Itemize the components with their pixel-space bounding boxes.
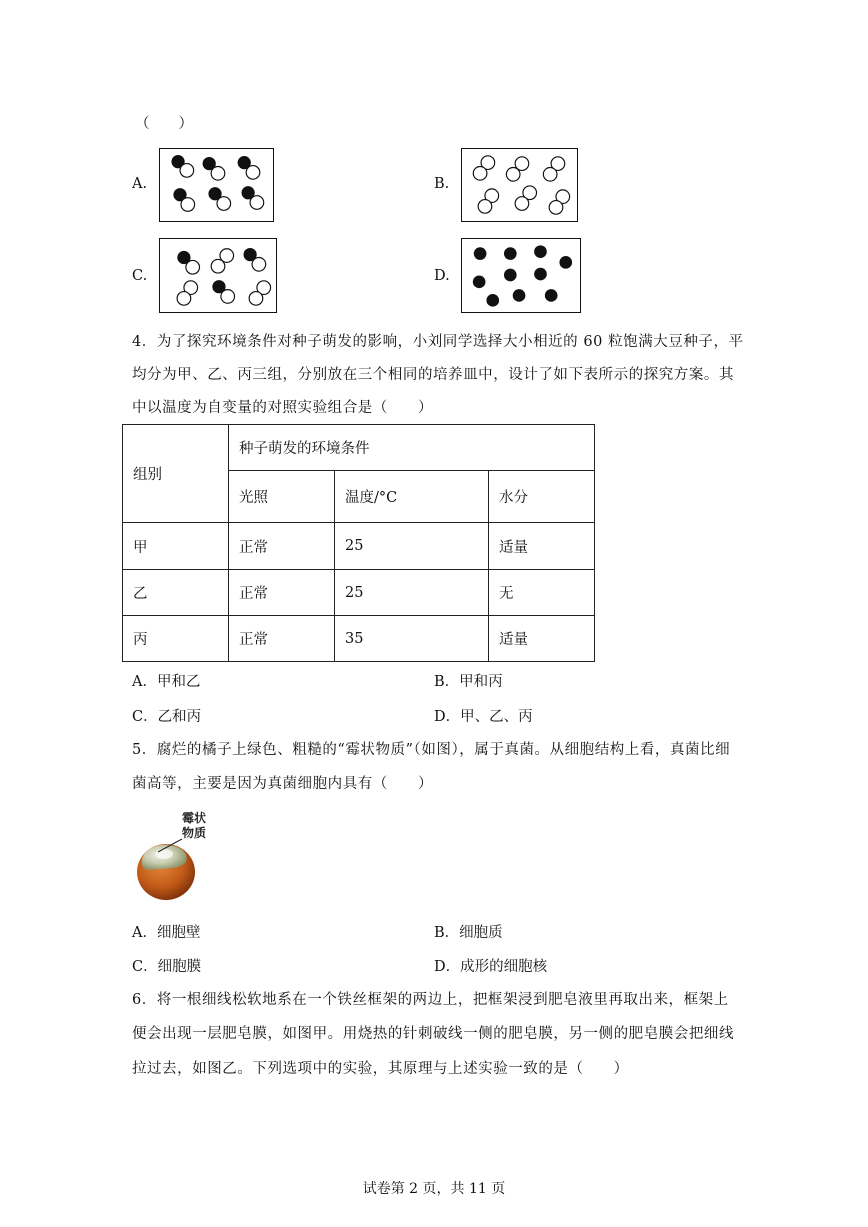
table-cell-light: 正常	[229, 523, 335, 570]
q4-stem-line-3: 中以温度为自变量的对照实验组合是（ ）	[132, 400, 433, 416]
q5-stem-line-1: 5．腐烂的橘子上绿色、粗糙的“霉状物质”（如图），属于真菌。从细胞结构上看，真菌比细	[132, 742, 731, 758]
table-cell-water: 适量	[489, 616, 595, 662]
table-cell-light: 正常	[229, 570, 335, 616]
q5-stem-line-2: 菌高等，主要是因为真菌细胞内具有（ ）	[132, 776, 433, 792]
q3-option-c-figure	[159, 238, 277, 313]
table-cell-temperature: 25	[335, 570, 489, 616]
page-footer: 试卷第 2 页，共 11 页	[362, 1181, 506, 1197]
q5-option-b: B．细胞质	[434, 925, 503, 941]
q3-option-a-label: A.	[132, 176, 148, 192]
q5-option-d: D．成形的细胞核	[434, 959, 548, 975]
table-cell-light: 正常	[229, 616, 335, 662]
table-header-light: 光照	[229, 471, 335, 523]
q3-answer-bracket: （ ）	[135, 116, 193, 132]
table-row	[123, 523, 595, 570]
q5-option-a: A．细胞壁	[132, 925, 201, 941]
q5-option-c: C．细胞膜	[132, 959, 202, 975]
table-header-water: 水分	[489, 471, 595, 523]
figure-label-mold-2: 物质	[182, 826, 207, 840]
q4-experiment-table	[122, 424, 595, 662]
table-row	[123, 616, 595, 662]
table-cell-temperature: 35	[335, 616, 489, 662]
table-cell-water: 无	[489, 570, 595, 616]
table-header-group: 组别	[123, 425, 229, 523]
table-cell-group: 丙	[123, 616, 229, 662]
table-cell-group: 乙	[123, 570, 229, 616]
moldy-orange-figure	[130, 808, 225, 903]
q4-stem-line-2: 均分为甲、乙、丙三组，分别放在三个相同的培养皿中，设计了如下表所示的探究方案。其	[132, 367, 734, 383]
q6-stem-line-1: 6．将一根细线松软地系在一个铁丝框架的两边上，把框架浸到肥皂液里再取出来，框架上	[132, 992, 729, 1008]
table-cell-group: 甲	[123, 523, 229, 570]
table-header-conditions: 种子萌发的环境条件	[229, 425, 595, 471]
table-cell-water: 适量	[489, 523, 595, 570]
q6-stem-line-3: 拉过去，如图乙。下列选项中的实验，其原理与上述实验一致的是（ ）	[132, 1061, 629, 1077]
q4-option-d: D．甲、乙、丙	[434, 709, 533, 725]
q3-option-a-figure	[159, 148, 274, 222]
q4-option-c: C．乙和丙	[132, 709, 202, 725]
table-header-temperature: 温度/°C	[335, 471, 489, 523]
q3-option-d-label: D.	[434, 268, 450, 284]
q4-stem-line-1: 4．为了探究环境条件对种子萌发的影响，小刘同学选择大小相近的 60 粒饱满大豆种子，平	[132, 334, 744, 350]
q4-option-a: A．甲和乙	[132, 674, 201, 690]
q6-stem-line-2: 便会出现一层肥皂膜，如图甲。用烧热的针刺破线一侧的肥皂膜，另一侧的肥皂膜会把细线	[132, 1026, 734, 1042]
table-row	[123, 570, 595, 616]
q3-option-b-figure	[461, 148, 578, 222]
figure-label-mold-1: 霉状	[182, 811, 207, 825]
q4-option-b: B．甲和丙	[434, 674, 503, 690]
q3-option-c-label: C.	[132, 268, 148, 284]
q3-option-d-figure	[461, 238, 581, 313]
q3-option-b-label: B.	[434, 176, 450, 192]
table-cell-temperature: 25	[335, 523, 489, 570]
